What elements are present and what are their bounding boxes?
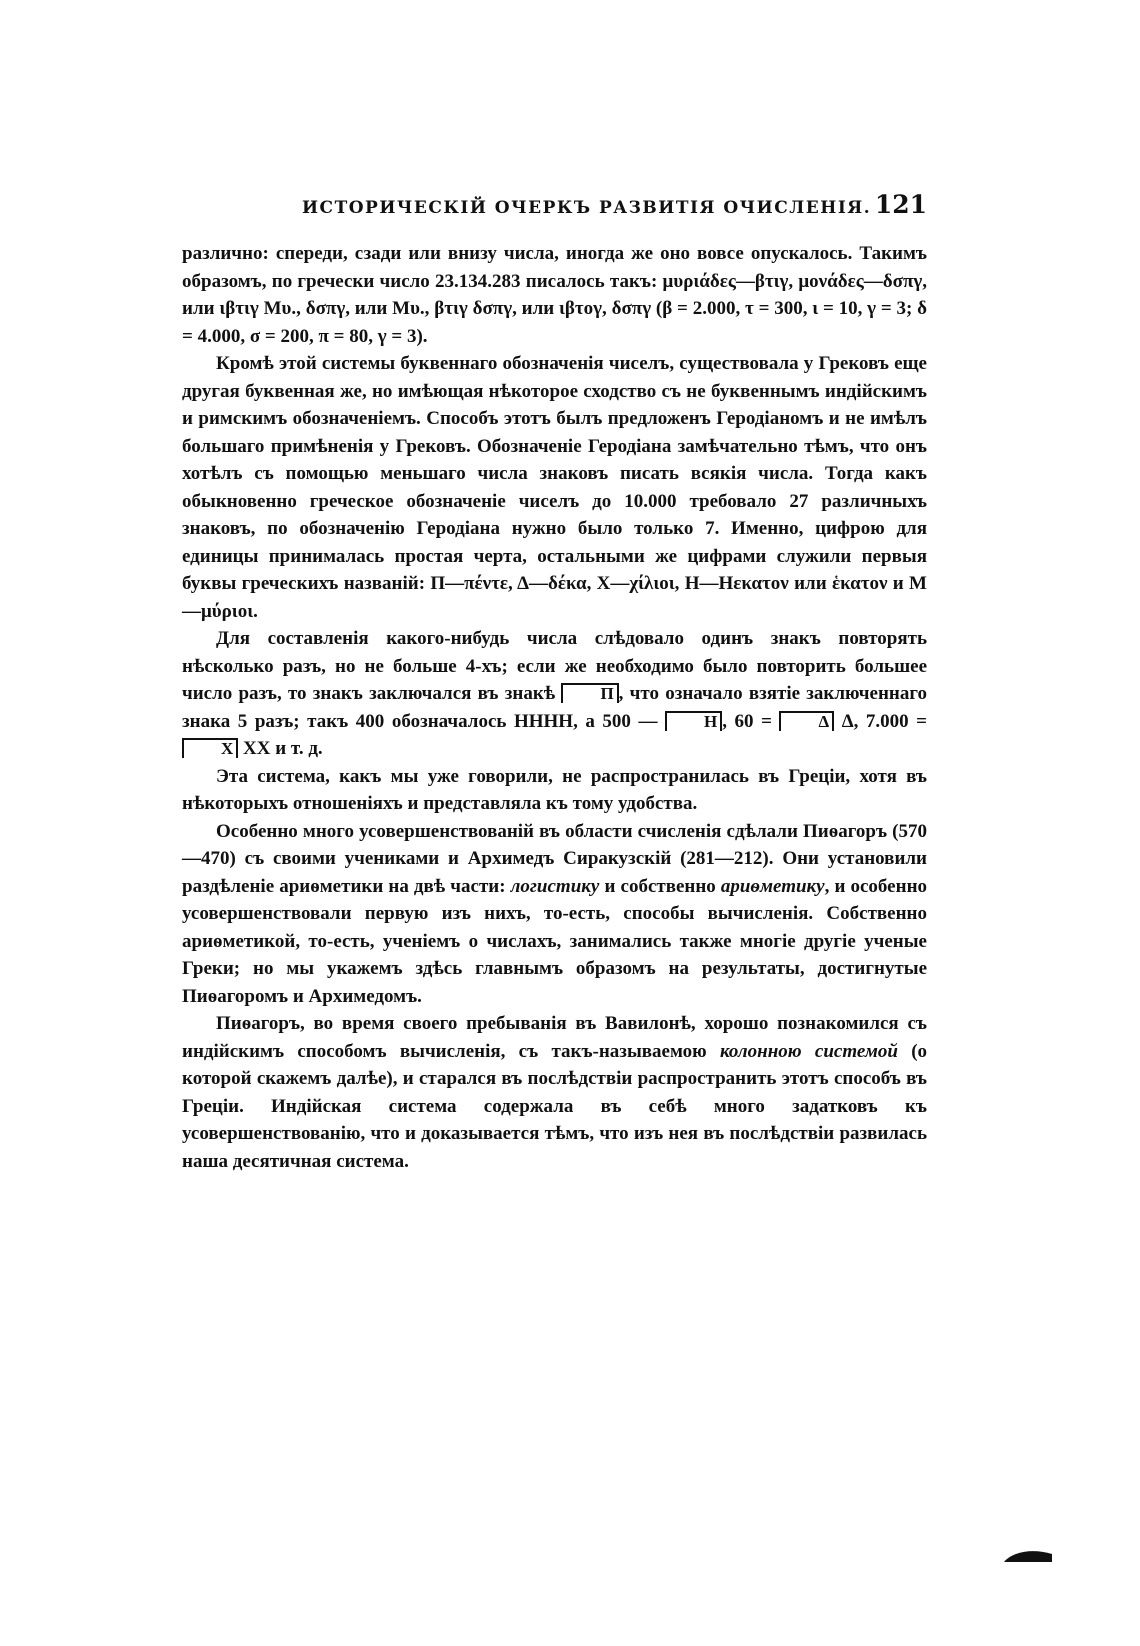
- and-proper-text: и собственно: [604, 875, 716, 897]
- paragraph-2: Кромѣ этой системы буквеннаго обозначенія чиселъ, существовала у Грековъ еще другая буквенная же, но имѣющая нѣкоторое сходство съ не буквеннымъ индійскимъ и римскимъ обозначеніемъ. Способъ этотъ былъ предложенъ Геродіаномъ и не имѣлъ большаго примѣненія у Грековъ. Обозначеніе Геродіана замѣчательно тѣмъ, что онъ хотѣлъ съ помощью меньшаго числа знаковъ писать всякія числа. Тогда какъ обыкновенно греческое обозначеніе чиселъ до 10.000 требовало 27 различныхъ знаковъ, по обозначенію Геродіана нужно было только 7. Именно, цифрою для единицы принималась простая черта, остальными же цифрами служили первыя буквы греческихъ названій: Π—πέντε, Δ—δέκα, Χ—χίλιοι, Η—Ηεκατον или ἑκατον и Μ—μύριοι.: [182, 353, 927, 622]
- running-title: ИСТОРИЧЕСКІЙ ОЧЕРКЪ РАЗВИТІЯ ОЧИСЛЕНІЯ.: [302, 198, 872, 218]
- logistics-term: логистику: [510, 875, 600, 897]
- x-framed-symbol: Χ: [182, 738, 238, 758]
- paragraph-4: Эта система, какъ мы уже говорили, не распространилась въ Греціи, хотя въ нѣкоторыхъ отношеніяхъ и представляла къ тому удобства.: [182, 765, 927, 814]
- paragraph-3-end: ΧΧ и т. д.: [243, 738, 323, 759]
- library-stamp-mark: [1002, 1548, 1054, 1564]
- paragraph-5: [182, 818, 927, 1011]
- delta-framed-symbol: Δ: [779, 711, 834, 731]
- delta-text: Δ, 7.000 =: [841, 710, 928, 732]
- paragraph-3-text: Для составленія какого-нибудь числа слѣдовало одинъ знакъ повторять нѣсколько разъ, но не больше 4-хъ; если же необходимо было повторить большее число разъ, то знакъ заключался въ знакѣ: [182, 628, 927, 704]
- paragraph-1: различно: спереди, сзади или внизу числа, иногда же оно вовсе опускалось. Такимъ образомъ, по гречески число 23.134.283 писалось такъ: μυριάδες—βτιγ, μονάδες—δσπγ, или ιβτιγ Μυ., δσπγ, или Μυ., βτιγ δσπγ, или ιβτογ, δσπγ (β = 2.000, τ = 300, ι = 10, γ = 3; δ = 4.000, σ = 200, π = 80, γ = 3).: [182, 243, 927, 347]
- book-page: [182, 190, 927, 1175]
- page-header: [182, 190, 927, 230]
- paragraph-3: Для составленія какого-нибудь числа слѣдовало одинъ знакъ повторять нѣсколько разъ, но не больше 4-хъ; если же необходимо было повторить большее число разъ, то знакъ заключался въ знакѣ Π , что означало взятіе заключеннаго знака 5 разъ; такъ 400 обозначалось ΗΗΗΗ, а 500 — Η , 60 = Δ Δ, 7.000 = Χ ΧΧ и т. д.: [182, 628, 928, 759]
- column-system-term: колонною системой: [719, 1040, 898, 1062]
- pi-frame-symbol: Π: [561, 683, 618, 703]
- paragraph-6-rest: (о которой скажемъ далѣе), и старался въ послѣдствіи распространить этотъ способъ въ Греціи. Индійская система содержала въ себѣ много задатковъ къ усовершенствованію, что и доказывается тѣмъ, что изъ нея въ послѣдствіи развилась наша десятичная система.: [182, 1040, 928, 1172]
- paragraph-6-text: Пиѳагоръ, во время своего пребыванія въ Вавилонѣ, хорошо познакомился съ индійскимъ способомъ вычисленія, съ такъ-называемою: [182, 1013, 927, 1062]
- paragraph-5-text: Особенно много усовершенствованій въ области счисленія сдѣлали Пиѳагоръ (570—470) съ своими учениками и Архимедъ Сиракузскій (281—212). Они установили раздѣленіе ариѳметики на двѣ части:: [182, 820, 927, 897]
- paragraph-5-rest: , и особенно усовершенствовали первую изъ нихъ, то-есть, способы вычисленія. Собственно ариѳметикой, то-есть, ученіемъ о числахъ, занимались также многіе другіе ученые Греки; но мы укажемъ здѣсь главнымъ образомъ на результаты, достигнутые Пиѳагоромъ и Архимедомъ.: [182, 875, 928, 1007]
- paragraph-3-rest: что означало взятіе заключеннаго знака 5 разъ; такъ 400 обозначалось ΗΗΗΗ, а 500 —: [182, 683, 928, 732]
- paragraph-6: [182, 1010, 927, 1175]
- h-framed-symbol: Η: [665, 711, 722, 731]
- sixty-text: , 60 =: [722, 710, 772, 732]
- arithmetic-term: ариѳметику: [720, 875, 825, 897]
- page-number: 121: [874, 190, 927, 219]
